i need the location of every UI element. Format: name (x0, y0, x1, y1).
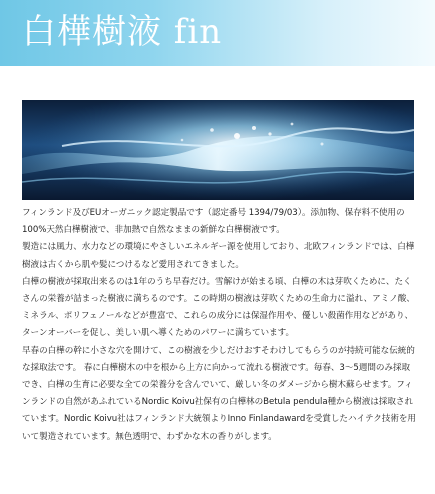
product-description (22, 205, 417, 446)
paragraph-certification: フィンランド及びEUオーガニック認定製品です（認定番号 1394/79/03）。添加物、保存料不使用の100%天然白樺樹液で、非加熱で自然なままの新鮮な白樺樹液です。 (22, 208, 405, 236)
water-splash-image (22, 100, 414, 200)
header-banner (0, 0, 435, 66)
paragraph-harvest: 早春の白樺の幹に小さな穴を開けて、この樹液を少しだけおすそわけしてもらうのが持続可能な伝統的な採取法です。 春に白樺樹木の中を根から上方に向かって流れる樹液です。毎春、3～5週間のみ採取でき、白樺の生育に必要な全ての栄養分を含んでいて、厳しい冬のダメージから樹木蘇らせます。フィンランドの自然があふれているNordic Koivu社保有の白樺林のBetula pendula種から樹液は採取されています。Nordic Koivu社はフィンランド大統領よりInno Finlandawardを受賞したハイテク技術を用いて製造されています。無色透明で、わずかな木の香りがします。 (22, 345, 416, 442)
page-title: 白樺樹液 fin (22, 12, 223, 52)
paragraph-production: 製造には風力、水力などの環境にやさしいエネルギー源を使用しており、北欧フィンランドでは、白樺樹液は古くから肌や髪につけるなど愛用されてきました。 (22, 242, 415, 270)
paragraph-season: 白樺の樹液が採取出来るのは1年のうち早春だけ。雪解けが始まる頃、白樺の木は芽吹くために、たくさんの栄養が詰まった樹液に満ちるのです。この時期の樹液は芽吹くための生命力に溢れ、アミノ酸、ミネラル、ポリフェノールなどが豊富で、これらの成分には保湿作用や、優しい殺菌作用などがあり、ターンオーバーを促し、美しい肌へ導くためのパワーに満ちています。 (22, 276, 415, 339)
